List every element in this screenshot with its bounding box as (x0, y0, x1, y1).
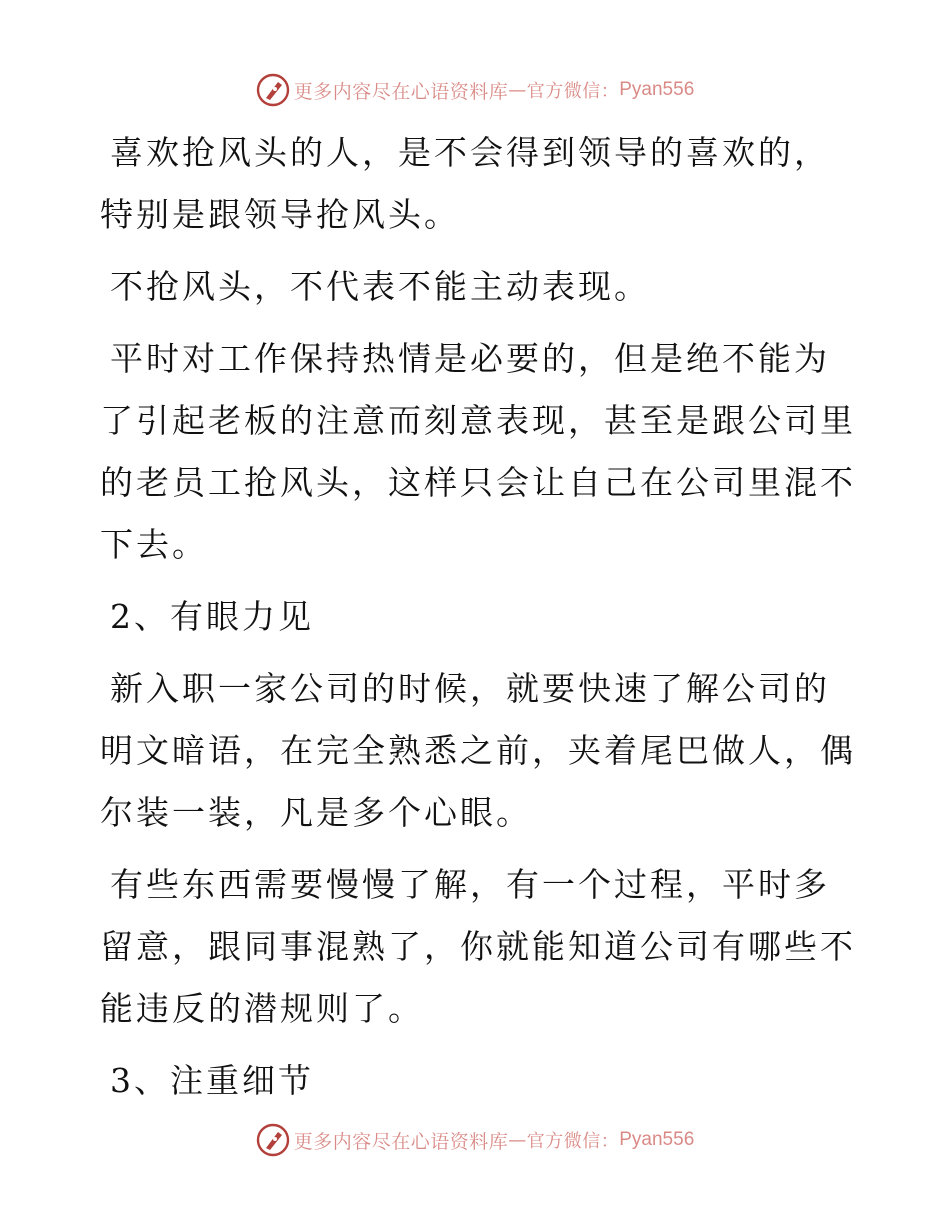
paragraph: 喜欢抢风头的人，是不会得到领导的喜欢的，特别是跟领导抢风头。 (100, 133, 830, 234)
section-heading: 3、注重细节 (110, 1061, 314, 1100)
section-heading: 2、有眼力见 (110, 597, 314, 636)
paragraph: 平时对工作保持热情是必要的，但是绝不能为了引起老板的注意而刻意表现，甚至是跟公司里的老员工抢风头，这样只会让自己在公司里混不下去。 (100, 339, 856, 564)
paragraph: 不抢风头，不代表不能主动表现。 (110, 267, 650, 306)
header-watermark (0, 70, 950, 110)
pen-nib-logo-icon (256, 73, 290, 107)
watermark-sub-text: 官方微信： (526, 81, 620, 102)
watermark-dash: — (508, 1129, 527, 1151)
watermark-main-text: 更多内容尽在心语资料库 (293, 1130, 509, 1153)
paragraph: 新入职一家公司的时候，就要快速了解公司的明文暗语，在完全熟悉之前，夹着尾巴做人，偶尔装一装，凡是多个心眼。 (100, 669, 856, 832)
body-text (100, 122, 860, 1122)
paragraph: 有些东西需要慢慢了解，有一个过程，平时多留意，跟同事混熟了，你就能知道公司有哪些不能违反的潜规则了。 (100, 865, 856, 1028)
pen-nib-logo-icon (256, 1123, 290, 1157)
watermark-dash: — (508, 79, 527, 101)
footer-watermark (0, 1120, 950, 1160)
watermark-main-text: 更多内容尽在心语资料库 (293, 80, 509, 103)
watermark-sub-text: 官方微信： (526, 1131, 620, 1152)
watermark-wechat-id: Pyan556 (619, 1129, 695, 1150)
watermark-wechat-id: Pyan556 (619, 79, 695, 100)
